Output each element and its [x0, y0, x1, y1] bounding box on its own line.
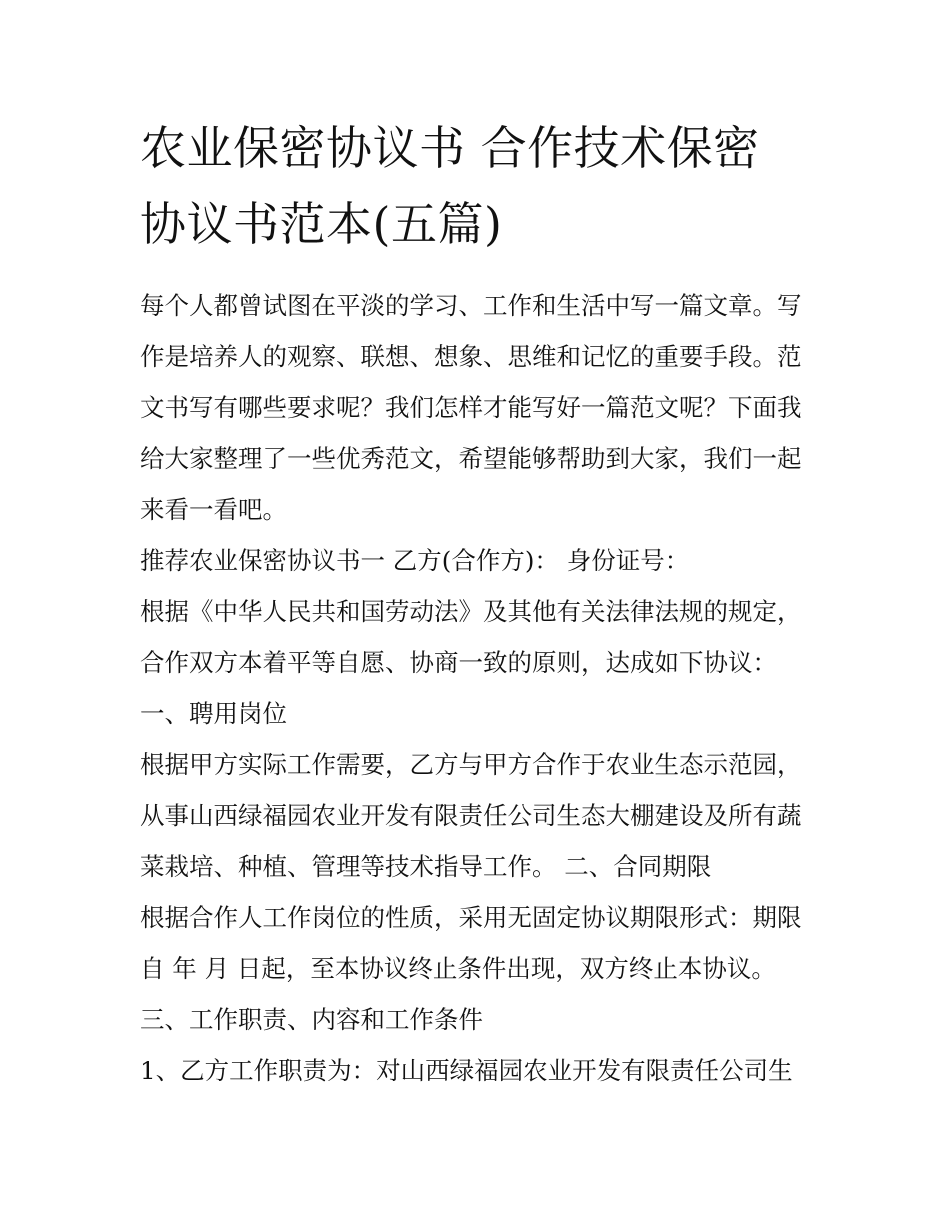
body-line: 根据甲方实际工作需要，乙方与甲方合作于农业生态示范园，: [140, 750, 802, 779]
title-line-2: 协议书范本(五篇): [140, 197, 503, 251]
body-line: 给大家整理了一些优秀范文，希望能够帮助到大家，我们一起: [140, 444, 802, 473]
body-line: 文书写有哪些要求呢？我们怎样才能写好一篇范文呢？下面我: [140, 393, 802, 422]
body-line: 推荐农业保密协议书一 乙方(合作方)： 身份证号：: [140, 546, 690, 575]
title-line-1: 农业保密协议书 合作技术保密: [140, 121, 760, 175]
body-line: 菜栽培、种植、管理等技术指导工作。 二、合同期限: [140, 852, 712, 881]
body-line: 从事山西绿福园农业开发有限责任公司生态大棚建设及所有蔬: [140, 801, 802, 830]
body-line: 根据《中华人民共和国劳动法》及其他有关法律法规的规定，: [140, 597, 802, 626]
body-line: 来看一看吧。: [140, 495, 287, 524]
body-line: 1、乙方工作职责为：对山西绿福园农业开发有限责任公司生: [140, 1056, 793, 1085]
body-line: 每个人都曾试图在平淡的学习、工作和生活中写一篇文章。写: [140, 291, 802, 320]
body-line: 根据合作人工作岗位的性质，采用无固定协议期限形式：期限: [140, 903, 802, 932]
document-title: [140, 110, 820, 262]
body-line: 自 年 月 日起，至本协议终止条件出现，双方终止本协议。: [140, 954, 776, 983]
section-heading: 三、工作职责、内容和工作条件: [140, 1005, 483, 1034]
body-line: 合作双方本着平等自愿、协商一致的原则，达成如下协议：: [140, 648, 777, 677]
section-heading: 一、聘用岗位: [140, 699, 287, 728]
body-line: 作是培养人的观察、联想、想象、思维和记忆的重要手段。范: [140, 342, 802, 371]
document-body: [140, 280, 830, 1096]
